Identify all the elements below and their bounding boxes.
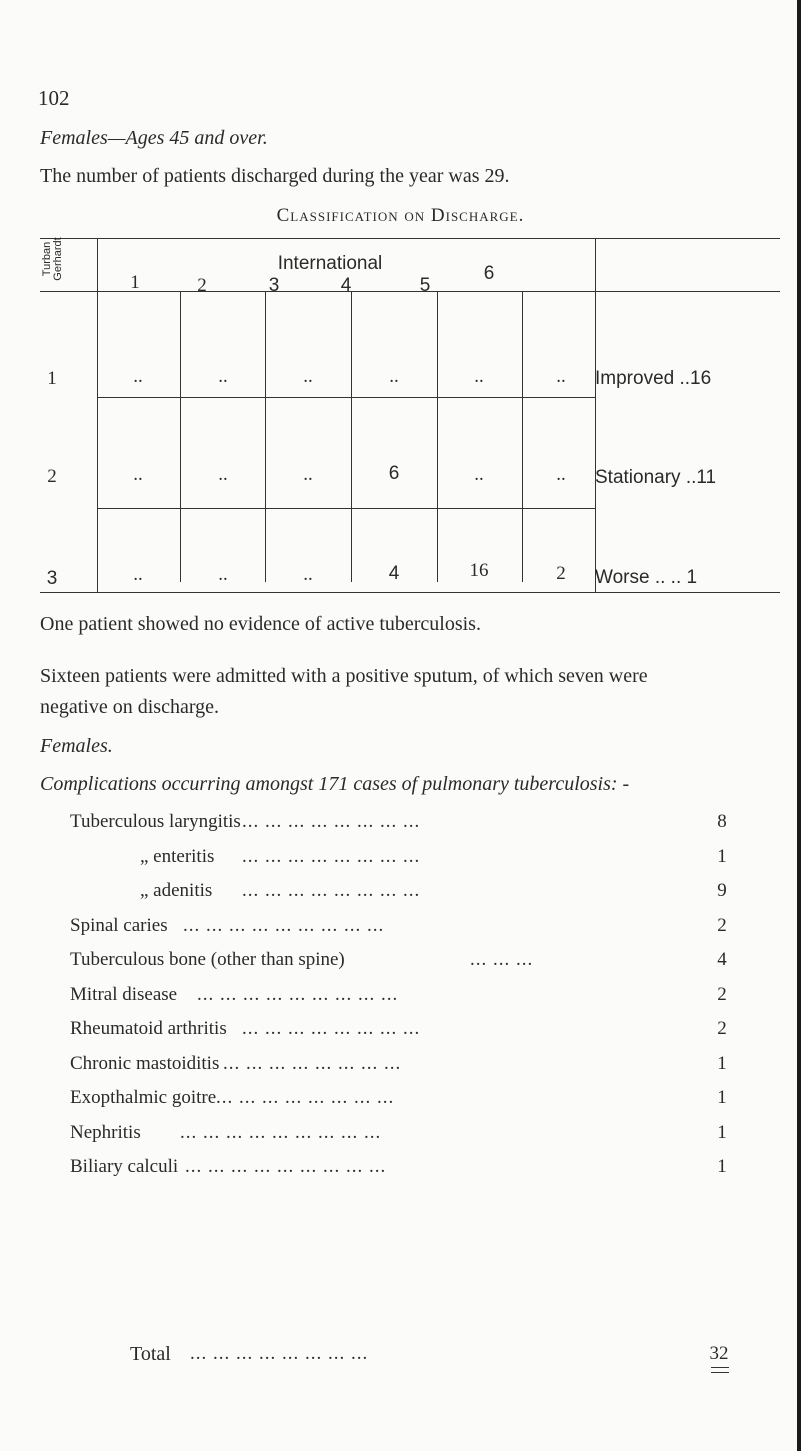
table-cell: ..	[133, 564, 143, 585]
total-row	[130, 1343, 730, 1371]
complication-label: Nephritis	[70, 1121, 141, 1143]
complication-count: 8	[717, 811, 727, 832]
leader-dots: ... ... ... ... ... ... ... ...	[242, 845, 421, 867]
leader-dots: ... ... ... ... ... ... ... ...	[242, 1018, 421, 1039]
leader-dots: ... ... ... ... ... ... ... ...	[216, 1087, 395, 1108]
table-cell: 2	[556, 563, 566, 584]
table-col-divider	[595, 238, 596, 592]
table-cell: ..	[303, 564, 313, 585]
turban-label: Turban	[41, 241, 53, 277]
no-evidence-text: One patient showed no evidence of active tuberculosis.	[40, 613, 481, 635]
complication-count: 1	[717, 1087, 727, 1108]
sputum-text-line1: Sixteen patients were admitted with a positive sputum, of which seven were	[40, 665, 648, 687]
complications-heading: Complications occurring amongst 171 cases of pulmonary tuberculosis: -	[40, 773, 630, 795]
leader-dots: ... ... ... ... ... ... ... ... ...	[197, 983, 399, 1005]
table-col-divider	[97, 238, 98, 592]
table-col-divider	[180, 291, 181, 582]
table-rule-bottom	[40, 592, 780, 593]
complication-count: 1	[717, 1121, 727, 1143]
leader-dots: ... ... ... ... ... ... ... ...	[190, 1343, 369, 1364]
table-cell: ..	[218, 366, 228, 387]
complication-count: 1	[717, 1156, 727, 1177]
section-title: Females—Ages 45 and over.	[40, 127, 268, 149]
table-col-divider	[351, 291, 352, 582]
table-cell: 4	[388, 563, 400, 584]
complication-count: 1	[717, 845, 727, 867]
complication-label: Rheumatoid arthritis	[70, 1018, 227, 1039]
complication-count: 2	[717, 983, 727, 1005]
sputum-text-line2: negative on discharge.	[40, 696, 220, 718]
table-cell: ..	[133, 366, 143, 387]
page-number: 102	[38, 86, 70, 110]
complication-row	[70, 1122, 730, 1150]
complication-label: Tuberculous laryngitis	[70, 811, 241, 832]
complication-row	[70, 915, 730, 943]
complication-row	[70, 1018, 730, 1046]
table-cell: ..	[389, 366, 399, 387]
complication-label: Tuberculous bone (other than spine)	[70, 949, 345, 970]
complication-label: „ adenitis	[140, 880, 213, 901]
complication-row	[70, 1053, 730, 1081]
outcome-improved: Improved ..16	[595, 368, 712, 389]
complication-label: Mitral disease	[70, 983, 178, 1005]
leader-dots: ... ... ... ... ... ... ... ...	[242, 880, 421, 901]
table-rule-row1	[97, 397, 595, 398]
table-cell: ..	[474, 366, 484, 387]
complication-row	[70, 846, 730, 874]
table-rule-top	[40, 238, 780, 239]
complication-row	[70, 1087, 730, 1115]
complication-label: Spinal caries	[70, 914, 168, 936]
stage-1: 1	[47, 368, 57, 389]
complication-label: Chronic mastoiditis	[70, 1052, 220, 1074]
stage-3: 3	[46, 568, 58, 589]
table-cell: ..	[303, 464, 313, 485]
leader-dots: ... ... ...	[470, 949, 534, 970]
table-rule-row2	[97, 508, 595, 509]
col-number-3: 3	[268, 275, 280, 296]
col-number-2: 2	[197, 275, 207, 296]
table-cell: ..	[556, 366, 566, 387]
outcome-stationary: Stationary ..11	[595, 467, 717, 488]
complication-count: 9	[717, 880, 727, 901]
table-cell: ..	[474, 464, 484, 485]
complication-row	[70, 949, 730, 977]
complication-row	[70, 984, 730, 1012]
females-heading: Females.	[40, 735, 113, 757]
col-number-5: 5	[419, 275, 431, 296]
leader-dots: ... ... ... ... ... ... ... ... ...	[183, 914, 385, 936]
complication-count: 1	[717, 1052, 727, 1074]
complication-label: „ enteritis	[140, 845, 215, 867]
turban-gerhardt-header	[42, 231, 64, 287]
leader-dots: ... ... ... ... ... ... ... ...	[223, 1052, 402, 1074]
leader-dots: ... ... ... ... ... ... ... ... ...	[180, 1121, 382, 1143]
table-cell: ..	[133, 464, 143, 485]
complication-label: Exopthalmic goitre	[70, 1087, 217, 1108]
table-cell: ..	[218, 464, 228, 485]
table-cell: ..	[218, 564, 228, 585]
complication-label: Biliary calculi	[70, 1156, 179, 1177]
complication-count: 4	[717, 949, 727, 970]
table-cell: ..	[303, 366, 313, 387]
stage-2: 2	[47, 466, 57, 487]
leader-dots: ... ... ... ... ... ... ... ...	[242, 811, 421, 832]
gerhardt-label: Gerhardt	[52, 237, 64, 281]
table-cell: 16	[469, 560, 489, 581]
complication-row	[70, 880, 730, 908]
complication-row	[70, 1156, 730, 1184]
outcome-worse: Worse .. .. 1	[595, 567, 698, 588]
leader-dots: ... ... ... ... ... ... ... ... ...	[185, 1156, 387, 1177]
col-number-1: 1	[130, 272, 140, 293]
col-number-4: 4	[340, 275, 352, 296]
total-label: Total	[130, 1343, 171, 1365]
complication-count: 2	[717, 914, 727, 936]
double-underline	[711, 1367, 729, 1373]
col-number-6: 6	[483, 263, 495, 284]
total-value: 32	[709, 1343, 729, 1364]
table-cell: ..	[556, 464, 566, 485]
table-title: Classification on Discharge.	[276, 205, 525, 226]
international-header: International	[277, 253, 383, 274]
table-col-divider	[437, 291, 438, 582]
table-cell: 6	[388, 463, 400, 484]
table-col-divider	[265, 291, 266, 582]
table-col-divider	[522, 291, 523, 582]
discharged-text: The number of patients discharged during the year was 29.	[40, 165, 510, 187]
complication-row	[70, 811, 730, 839]
complication-count: 2	[717, 1018, 727, 1039]
